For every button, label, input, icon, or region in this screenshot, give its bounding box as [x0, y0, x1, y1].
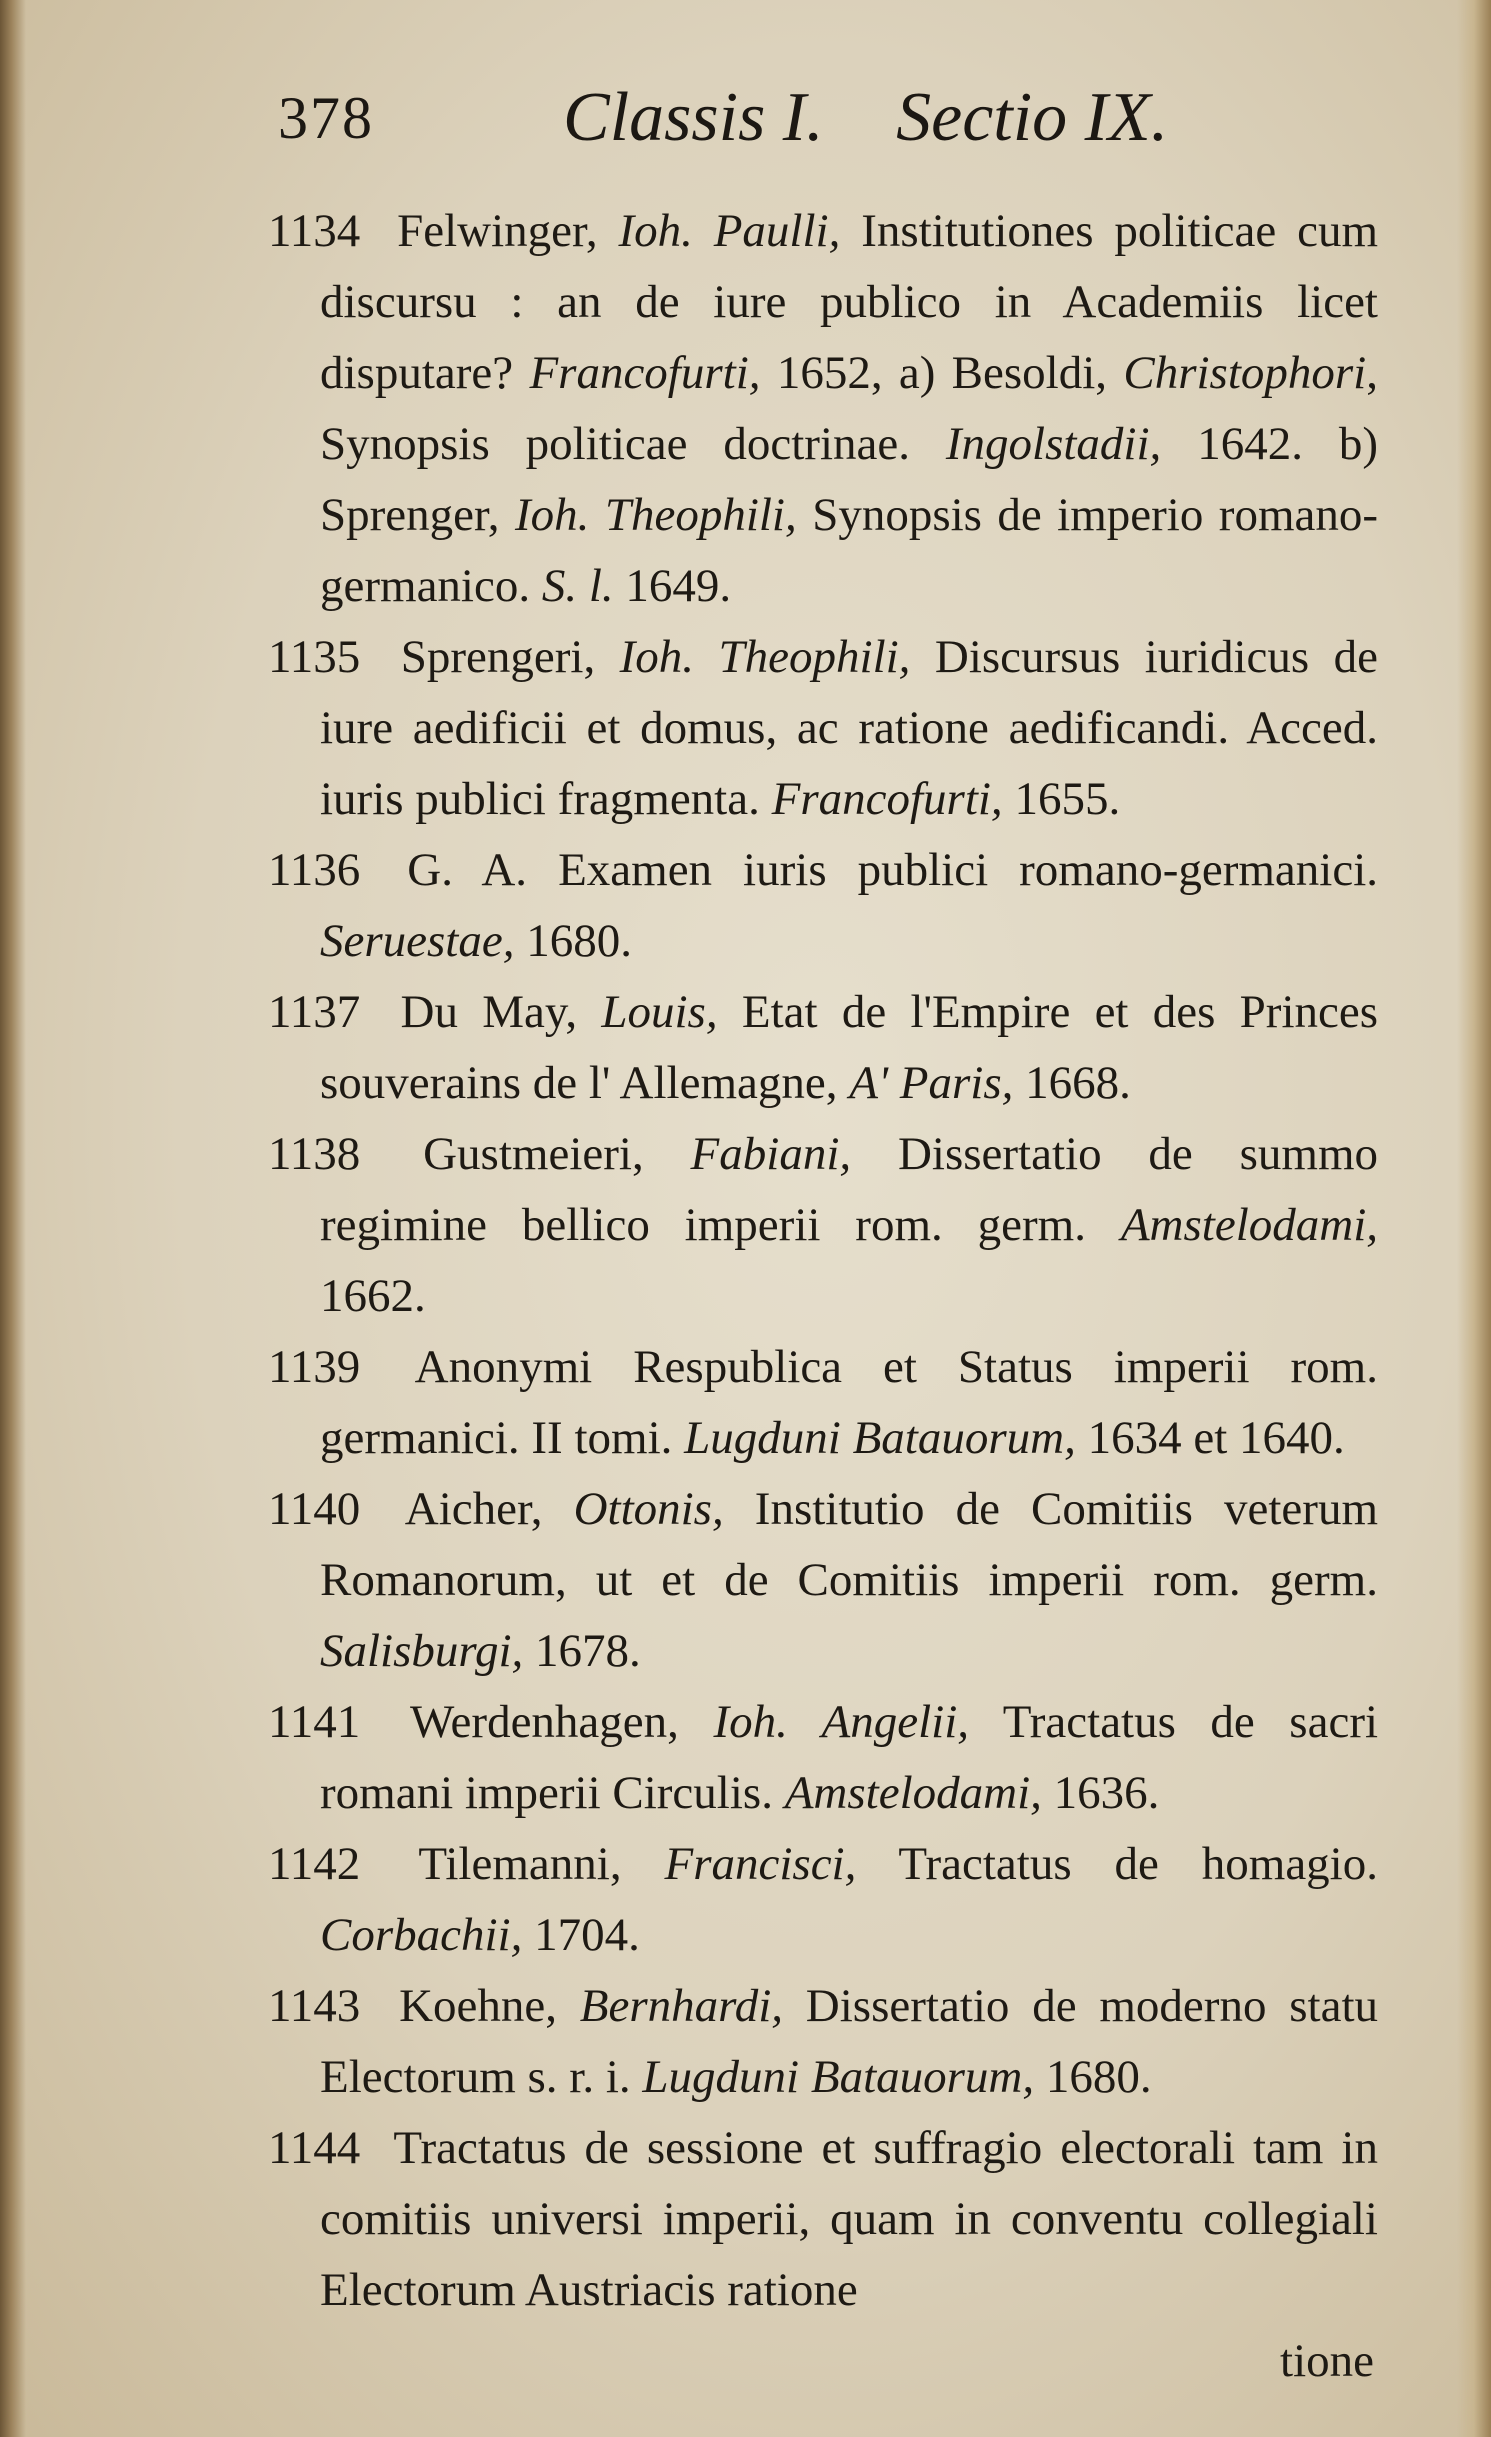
entry-year: 1655. — [1014, 773, 1121, 825]
entry-author: Felwinger, — [397, 205, 598, 257]
entry-author: Tilemanni, — [418, 1838, 622, 1890]
entry-author: Du May, — [400, 986, 578, 1038]
running-title — [563, 78, 1168, 158]
entry-given-name: Ioh. Angelii, — [713, 1696, 970, 1748]
entry-author: Werdenhagen, — [409, 1696, 679, 1748]
entry-given-name: Bernhardi, — [579, 1980, 783, 2032]
entry-place: Lugduni Batauorum, — [684, 1412, 1076, 1464]
entry-place: Amstelodami, — [1120, 1199, 1379, 1251]
entry-title: Tractatus de sessione et suffragio electorali tam in comitiis universi imperii, quam in conventu collegiali Electorum Austriacis ratione — [320, 2122, 1378, 2316]
entry-given-name: Ioh. Theophili, — [619, 631, 911, 683]
entry-1139 — [268, 1332, 1378, 1474]
entry-year: 1636. — [1053, 1767, 1160, 1819]
entry-number: 1137 — [268, 986, 361, 1038]
entry-year: 1668. — [1025, 1057, 1131, 1109]
entry-author: Gustmeieri, — [423, 1128, 644, 1180]
section-label: Sectio IX. — [896, 79, 1169, 156]
entry-year: 1680. — [526, 915, 632, 967]
subitem-b-title: Synopsis de imperio romano-germanico. — [320, 489, 1379, 612]
entry-given-name: Ottonis, — [573, 1483, 724, 1535]
entry-number: 1135 — [268, 631, 361, 683]
subitem-b-year: 1649. — [625, 560, 732, 612]
entry-given-name: Louis, — [601, 986, 718, 1038]
entry-number: 1136 — [268, 844, 361, 896]
entry-year: 1634 et 1640. — [1087, 1412, 1345, 1464]
entry-1136 — [268, 835, 1378, 977]
entry-place: Corbachii, — [320, 1909, 523, 1961]
entry-1137 — [268, 977, 1378, 1119]
entry-author: Anonymi — [414, 1341, 593, 1393]
entry-year: 1678. — [535, 1625, 641, 1677]
entry-number: 1134 — [268, 205, 361, 257]
subitem-a-label: a) Besoldi, — [898, 347, 1108, 399]
entry-place: Francofurti, — [771, 773, 1003, 825]
entry-place: Salisburgi, — [320, 1625, 524, 1677]
entry-title: Tractatus de sacri romani imperii Circulis. — [320, 1696, 1379, 1819]
subitem-b-given-name: Ioh. Theophili, — [514, 489, 797, 541]
entry-title: Etat de l'Empire et des Princes souverains de l' Allemagne, — [320, 986, 1379, 1109]
subitem-a-year: 1642. — [1197, 418, 1303, 470]
class-label: Classis I. — [563, 79, 824, 156]
entry-1144 — [268, 2113, 1378, 2326]
entry-number: 1139 — [268, 1341, 361, 1393]
entry-title: Examen iuris publici romano-germanici. — [558, 844, 1379, 896]
entry-1143 — [268, 1971, 1378, 2113]
entry-given-name: Francisci, — [664, 1838, 857, 1890]
entry-title: Discursus iuridicus de iure aedificii et domus, ac ratione aedificandi. Acced. iuris publici fragmenta. — [320, 631, 1379, 825]
entry-author: Sprengeri, — [400, 631, 596, 683]
entry-1138 — [268, 1119, 1378, 1332]
entry-1142 — [268, 1829, 1378, 1971]
entry-year: 1662. — [320, 1270, 426, 1322]
catchword: tione — [1280, 2335, 1374, 2387]
entry-1140 — [268, 1474, 1378, 1687]
subitem-b-place: S. l. — [541, 560, 614, 612]
subitem-a-place: Ingolstadii, — [945, 418, 1162, 470]
catalogue-entries — [268, 196, 1378, 2397]
entry-1134 — [268, 196, 1378, 622]
subitem-b-label: b) Sprenger, — [320, 418, 1378, 541]
entry-year: 1704. — [534, 1909, 640, 1961]
entry-place: Amstelodami, — [784, 1767, 1042, 1819]
entry-number: 1138 — [268, 1128, 361, 1180]
entry-title: Dissertatio de summo regimine bellico imperii rom. germ. — [320, 1128, 1379, 1251]
entry-author: G. A. — [407, 844, 528, 896]
page-number: 378 — [278, 85, 374, 151]
entry-year: 1680. — [1045, 2051, 1152, 2103]
entry-author: Aicher, — [404, 1483, 543, 1535]
entry-title: Tractatus de homagio. — [898, 1838, 1378, 1890]
entry-given-name: Ioh. Paulli, — [618, 205, 841, 257]
entry-title: Respublica et Status imperii rom. germanici. II tomi. — [320, 1341, 1378, 1464]
entry-given-name: Fabiani, — [690, 1128, 852, 1180]
entry-number: 1142 — [268, 1838, 361, 1890]
subitem-a-given-name: Christophori — [1123, 347, 1367, 399]
subitem-a-title: , Synopsis politicae doctrinae. — [320, 347, 1378, 470]
entry-number: 1143 — [268, 1980, 361, 2032]
entry-title: Institutio de Comitiis veterum Romanorum, ut et de Comitiis imperii rom. germ. — [320, 1483, 1378, 1606]
entry-number: 1144 — [268, 2122, 361, 2174]
entry-place: A' Paris, — [849, 1057, 1014, 1109]
entry-place: Seruestae, — [320, 915, 515, 967]
entry-place: Francofurti, — [529, 347, 761, 399]
entry-place: Lugduni Batauorum, — [642, 2051, 1035, 2103]
running-header — [278, 70, 1378, 180]
entry-title: Institutiones politicae cum discursu : an de iure publico in Academiis licet disputare? — [320, 205, 1379, 399]
entry-number: 1141 — [268, 1696, 361, 1748]
entry-title: Dissertatio de moderno statu Electorum s. r. i. — [320, 1980, 1379, 2103]
entry-year: 1652, — [776, 347, 883, 399]
entry-1141 — [268, 1687, 1378, 1829]
entry-author: Koehne, — [399, 1980, 557, 2032]
entry-number: 1140 — [268, 1483, 361, 1535]
entry-1135 — [268, 622, 1378, 835]
